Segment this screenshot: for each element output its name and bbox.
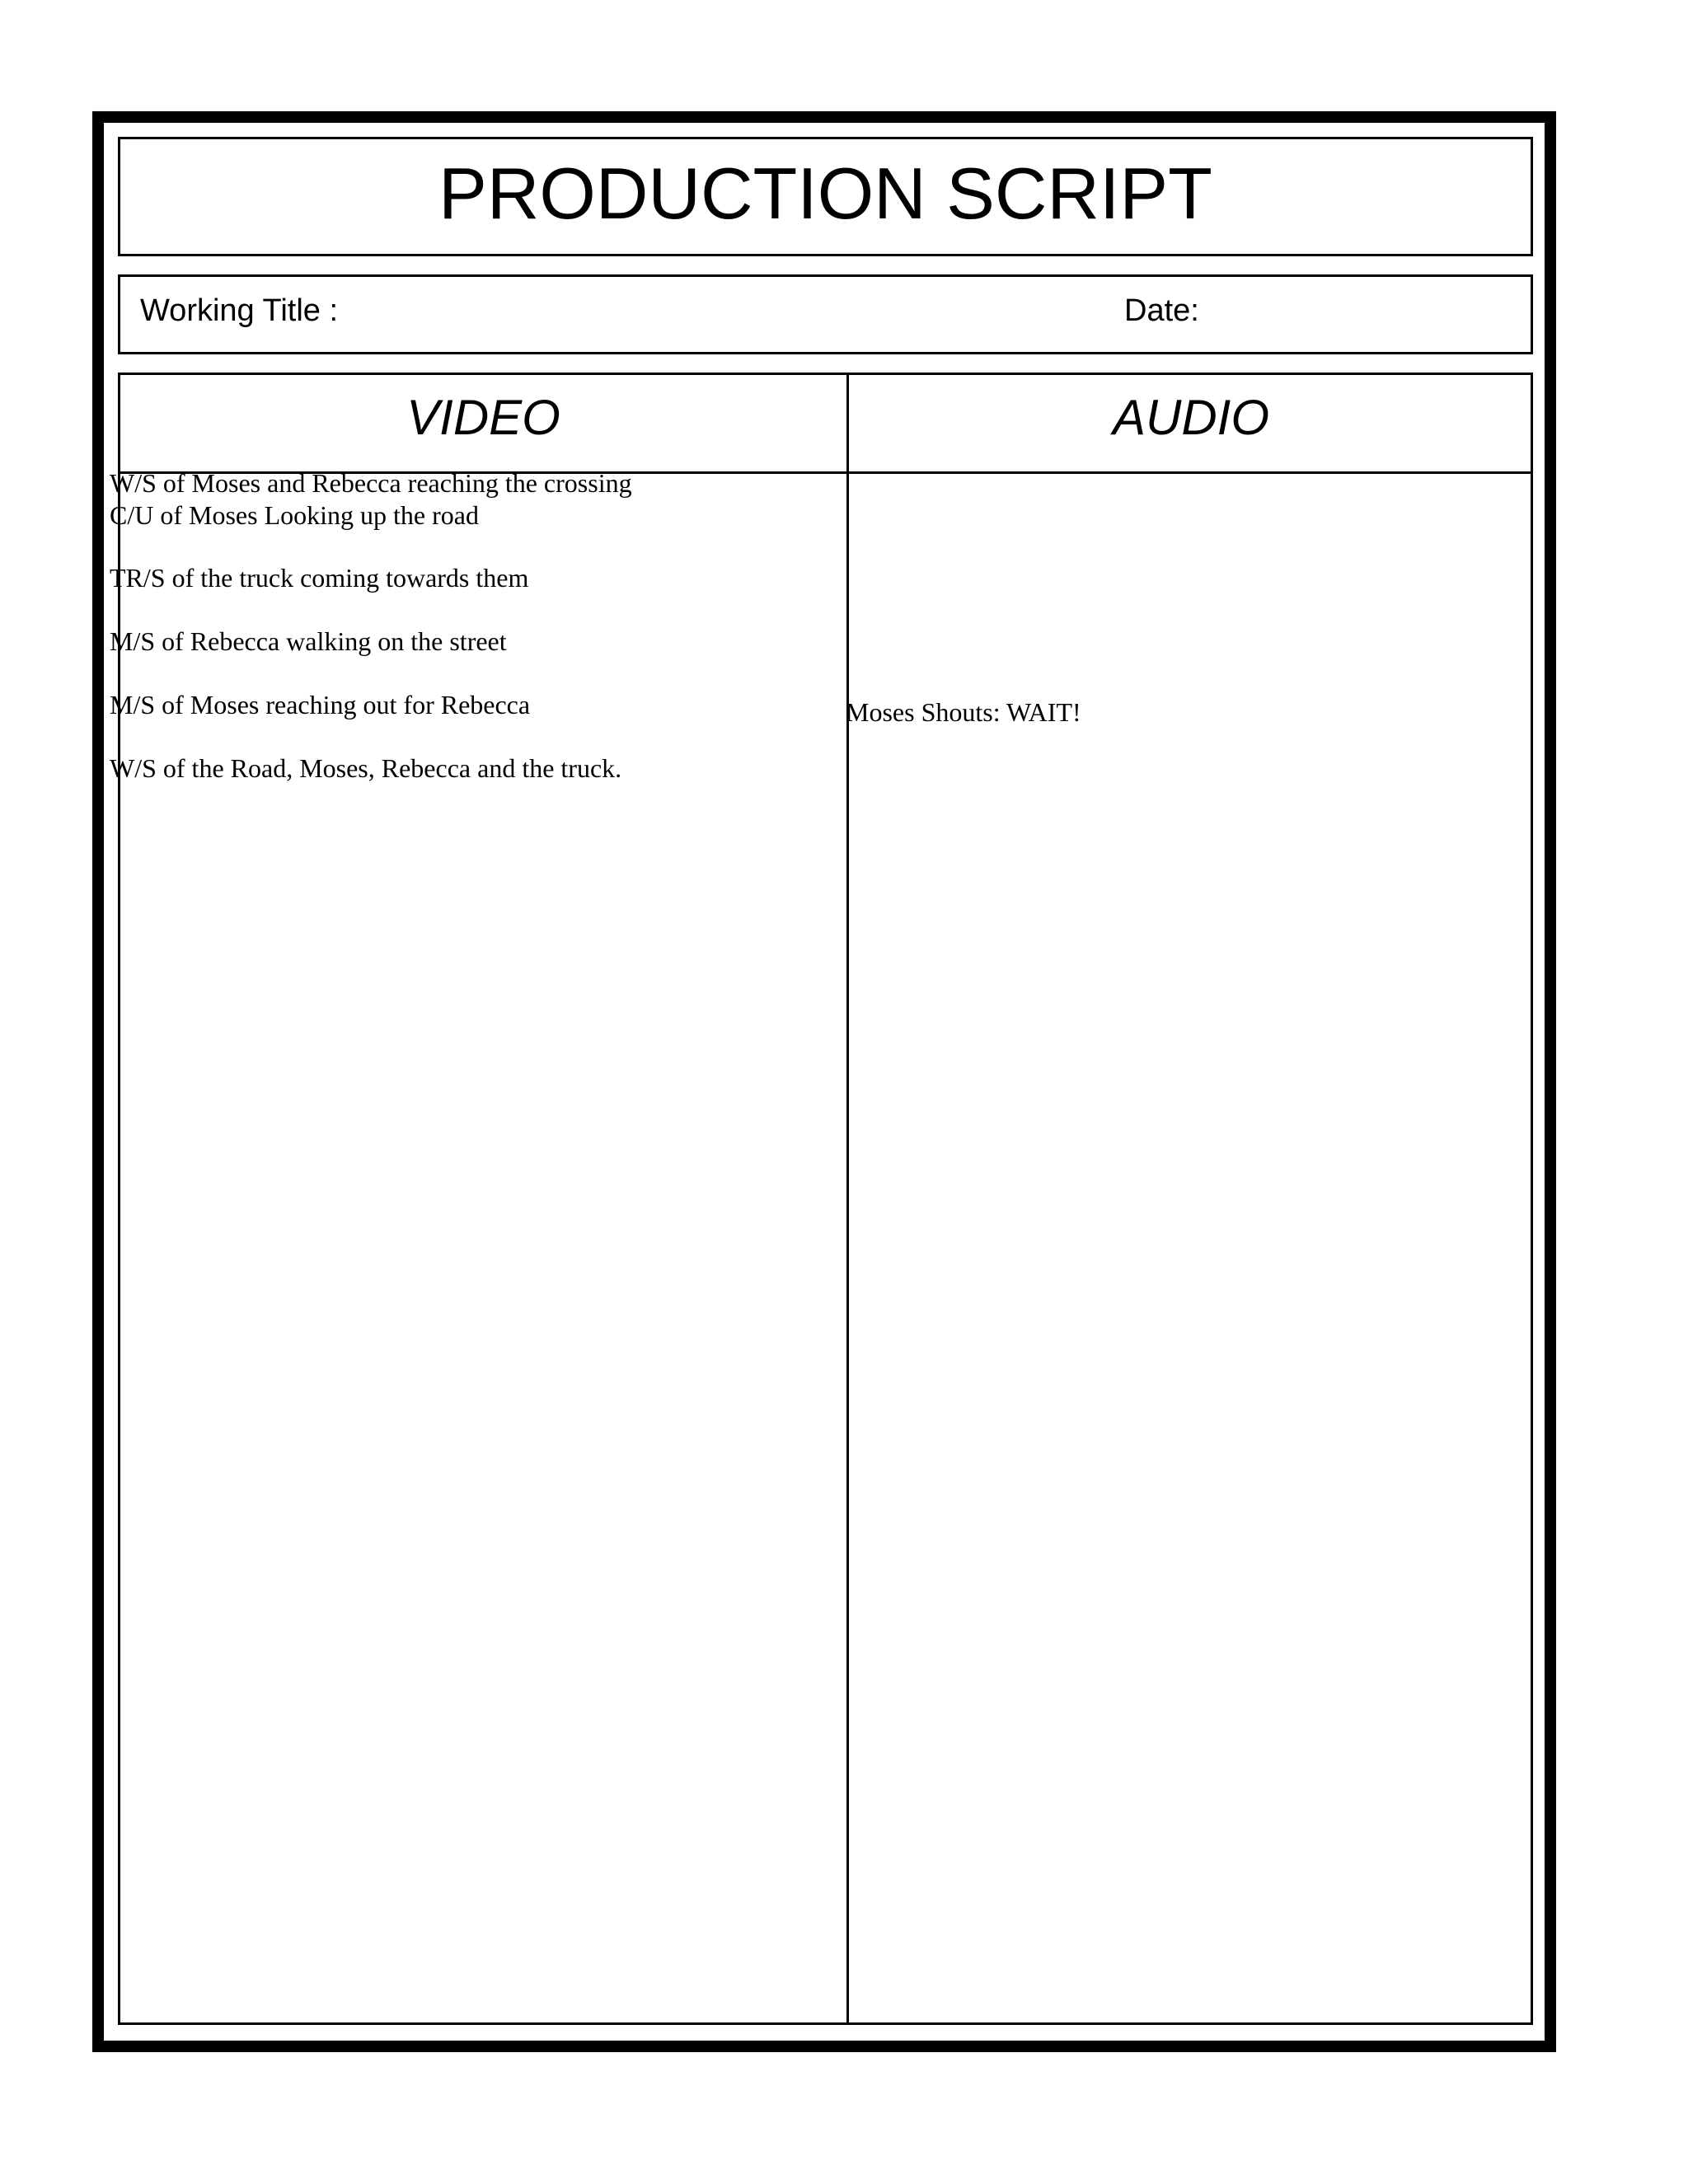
date-label: Date: [1124,293,1199,328]
info-box [118,274,1533,354]
video-column-header: VIDEO [406,390,560,445]
video-line: M/S of Rebecca walking on the street [110,626,507,656]
column-divider [846,375,849,2022]
audio-line: Moses Shouts: WAIT! [846,697,1081,727]
video-line: C/U of Moses Looking up the road [110,500,479,530]
video-line: M/S of Moses reaching out for Rebecca [110,690,531,719]
working-title-label: Working Title : [140,293,339,328]
video-line: TR/S of the truck coming towards them [110,563,529,593]
script-table [118,373,1533,2025]
title-box [118,137,1533,256]
video-line: W/S of Moses and Rebecca reaching the crossing [110,468,632,498]
audio-column-header: AUDIO [1112,390,1270,445]
page-title: PRODUCTION SCRIPT [438,152,1212,234]
video-line: W/S of the Road, Moses, Rebecca and the truck. [110,753,622,783]
